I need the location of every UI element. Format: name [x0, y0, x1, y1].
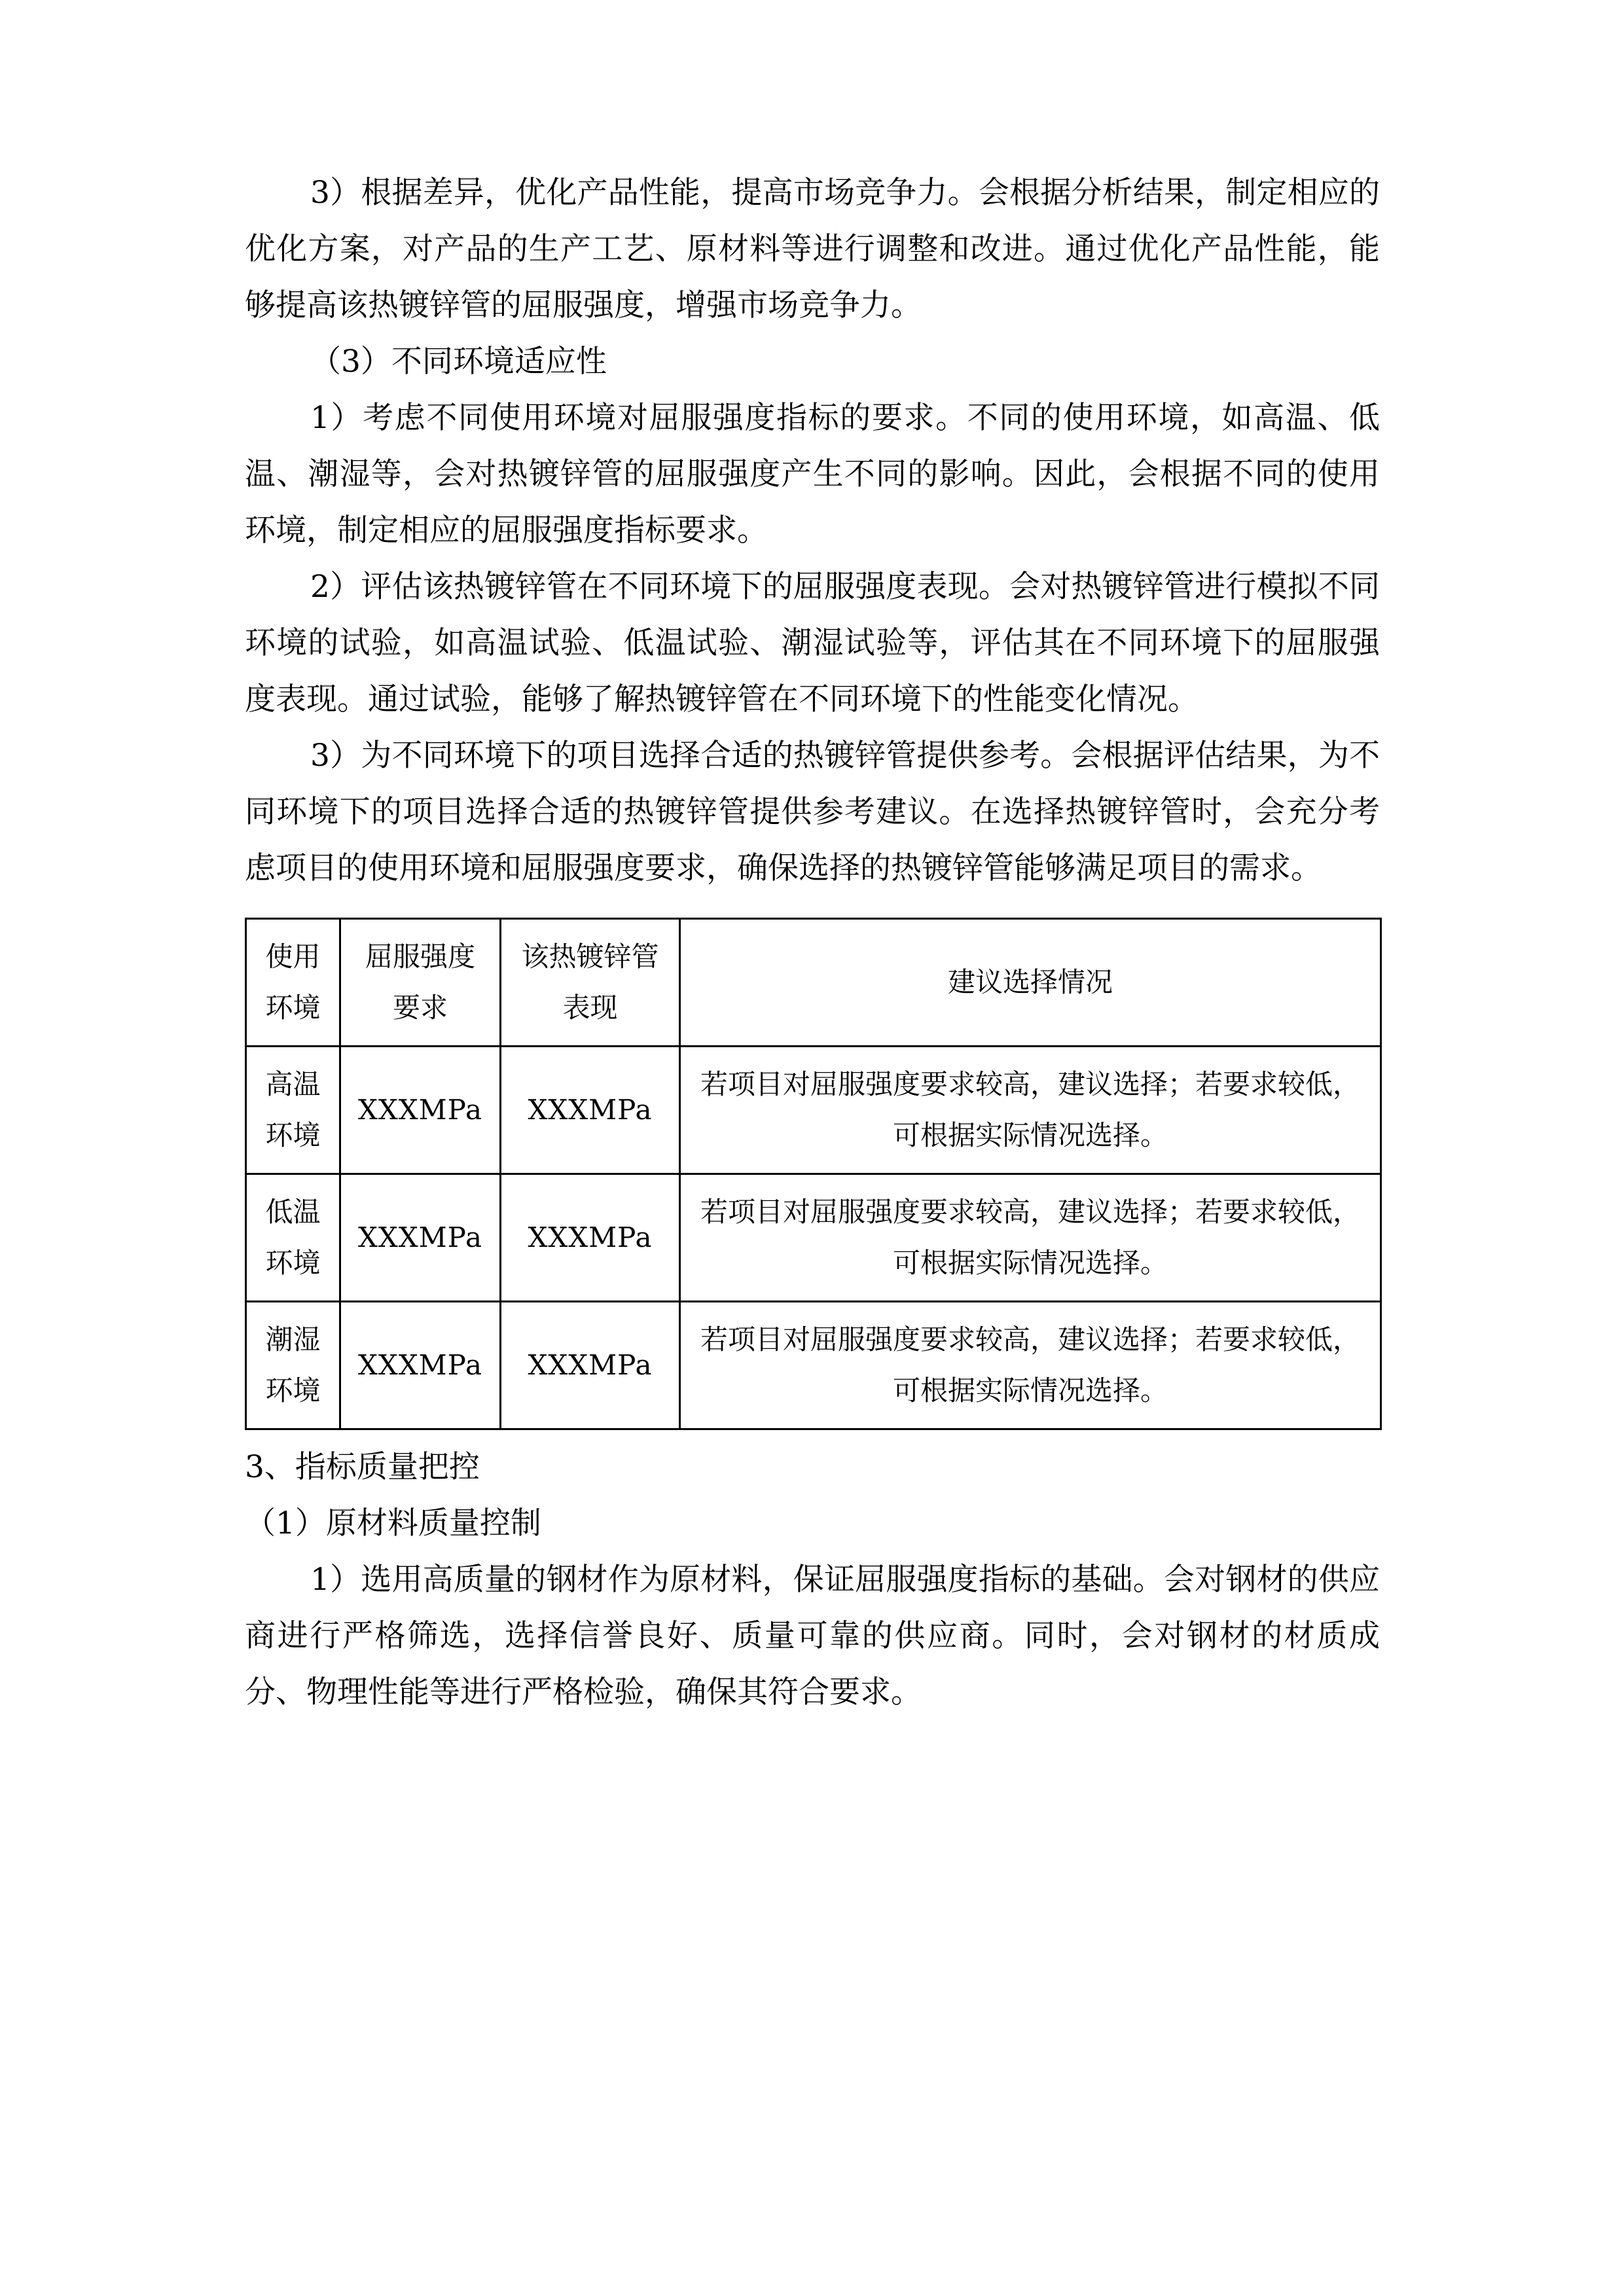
- header-env-line2: 环境: [265, 992, 321, 1024]
- header-perf-line2: 表现: [562, 992, 618, 1024]
- cell-performance-humid: XXXMPa: [501, 1302, 680, 1429]
- header-env-line1: 使用: [265, 941, 321, 973]
- env-line2: 环境: [265, 1247, 321, 1279]
- paragraph-high-quality-steel-selection: 1）选用高质量的钢材作为原材料，保证屈服强度指标的基础。会对钢材的供应商进行严格筛选，选择信誉良好、质量可靠的供应商。同时，会对钢材的材质成分、物理性能等进行严格检验，确保其符合要求。: [245, 1562, 1380, 1710]
- cell-suggestion-high-temp: 若项目对屈服强度要求较高，建议选择；若要求较低，可根据实际情况选择。: [680, 1047, 1381, 1174]
- heading-indicator-quality-control: 3、指标质量把控: [245, 1449, 480, 1485]
- cell-environment-high-temp: [246, 1047, 340, 1174]
- cell-suggestion-low-temp: 若项目对屈服强度要求较高，建议选择；若要求较低，可根据实际情况选择。: [680, 1174, 1381, 1302]
- table-header-performance: [501, 919, 680, 1047]
- heading-raw-material-quality-control: （1）原材料质量控制: [245, 1505, 541, 1541]
- table-row: [246, 1047, 1381, 1174]
- env-line1: 高温: [265, 1068, 321, 1100]
- cell-suggestion-humid: 若项目对屈服强度要求较高，建议选择；若要求较低，可根据实际情况选择。: [680, 1302, 1381, 1429]
- env-line2: 环境: [265, 1119, 321, 1151]
- heading-different-environment-adaptability: （3）不同环境适应性: [310, 344, 607, 380]
- table-header-suggestion: 建议选择情况: [680, 919, 1381, 1047]
- env-line1: 低温: [265, 1196, 321, 1228]
- header-req-line1: 屈服强度: [365, 941, 475, 973]
- cell-environment-humid: [246, 1302, 340, 1429]
- table-header-row: [246, 919, 1381, 1047]
- env-line1: 潮湿: [265, 1323, 321, 1355]
- paragraph-env-selection-reference: 3）为不同环境下的项目选择合适的热镀锌管提供参考。会根据评估结果，为不同环境下的项目选择合适的热镀锌管提供参考建议。在选择热镀锌管时，会充分考虑项目的使用环境和屈服强度要求，确保选择的热镀锌管能够满足项目的需求。: [245, 738, 1380, 886]
- table-header-environment: [246, 919, 340, 1047]
- paragraph-env-yield-strength-requirements: 1）考虑不同使用环境对屈服强度指标的要求。不同的使用环境，如高温、低温、潮湿等，会对热镀锌管的屈服强度产生不同的影响。因此，会根据不同的使用环境，制定相应的屈服强度指标要求。: [245, 400, 1380, 548]
- cell-environment-low-temp: [246, 1174, 340, 1302]
- environment-suitability-table: [245, 918, 1382, 1430]
- paragraph-env-yield-strength-evaluation: 2）评估该热镀锌管在不同环境下的屈服强度表现。会对热镀锌管进行模拟不同环境的试验，如高温试验、低温试验、潮湿试验等，评估其在不同环境下的屈服强度表现。通过试验，能够了解热镀锌管在不同环境下的性能变化情况。: [245, 569, 1380, 717]
- cell-performance-low-temp: XXXMPa: [501, 1174, 680, 1302]
- page-content: [245, 165, 1380, 1721]
- cell-requirement-high-temp: XXXMPa: [340, 1047, 501, 1174]
- env-line2: 环境: [265, 1374, 321, 1407]
- table-row: [246, 1174, 1381, 1302]
- header-perf-line1: 该热镀锌管: [521, 941, 659, 973]
- cell-performance-high-temp: XXXMPa: [501, 1047, 680, 1174]
- header-req-line2: 要求: [392, 992, 448, 1024]
- paragraph-optimize-product-performance: 3）根据差异，优化产品性能，提高市场竞争力。会根据分析结果，制定相应的优化方案，对产品的生产工艺、原材料等进行调整和改进。通过优化产品性能，能够提高该热镀锌管的屈服强度，增强市场竞争力。: [245, 175, 1380, 323]
- cell-requirement-low-temp: XXXMPa: [340, 1174, 501, 1302]
- table-row: [246, 1302, 1381, 1429]
- environment-table-wrapper: [245, 918, 1380, 1430]
- table-header-requirement: [340, 919, 501, 1047]
- cell-requirement-humid: XXXMPa: [340, 1302, 501, 1429]
